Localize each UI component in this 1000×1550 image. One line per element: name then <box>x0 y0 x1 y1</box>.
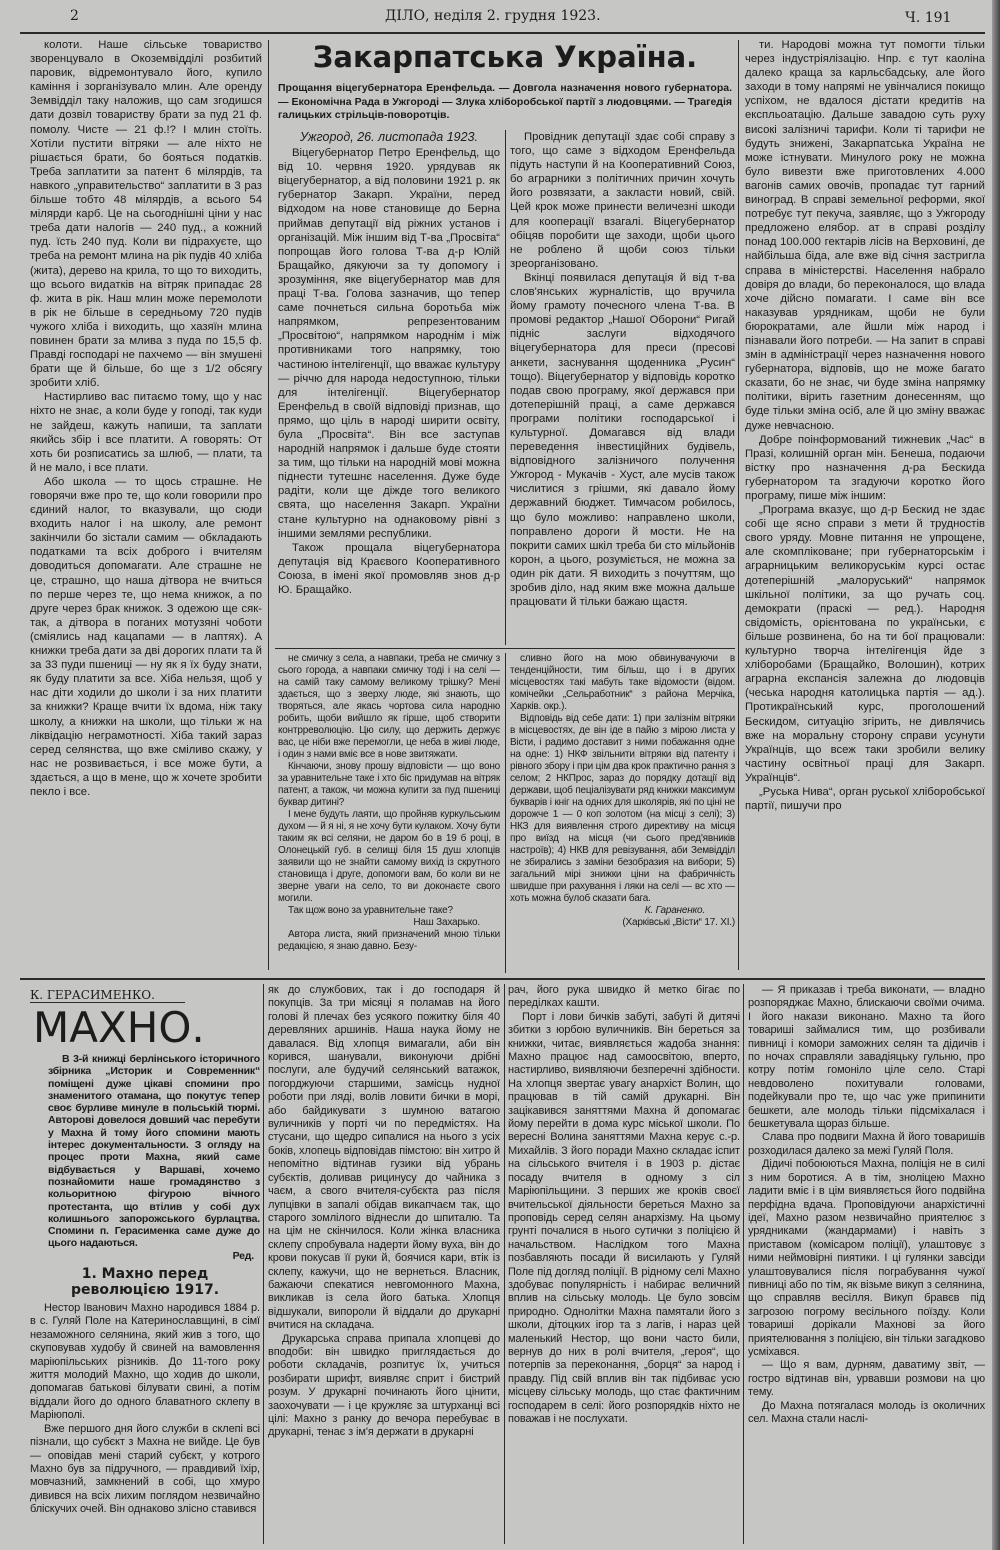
paragraph: Добре поінформований тижневик „Час“ в Празі, колишній орган мін. Бенеша, подаючи вістку про назначення д-ра Бескида губернатором та згадуючи коротко його програму, пише між іншим: <box>745 433 985 502</box>
paragraph: Так щож воно за уравнительне таке? <box>288 905 453 916</box>
editor-note: Автора листа, який призначений мною тільки редакцією, я знаю давно. Безу- <box>278 929 500 952</box>
makhno-author: К. ГЕРАСИМЕНКО. <box>30 988 185 1003</box>
makhno-column-1 <box>30 1302 260 1517</box>
paragraph: Відповідь від себе дати: 1) при залізнім вітряки в місцевостях, де він іде в пайю з мірою листа у Вісти, і радимо доставит з ними побажання одне на одне: 1) НКФ звільнити вітряки від патенту і рівного збору і при цім два крок практично рання з селом; 2 НКПрос, зараз до порядку дотації від держави, щоб пеціалізувати ряд книжки максимум букварів і кніг на одних для школярів, які по ціні не дорожче 1 — 0 коп золотом (на місці з селі); 3) НКЗ для виявлення строго директиву на місця про виїзд на місця (чи сього пред'явників настроїв); 4) НКВ для ревізування, аби Земвідділ не збирались з заміни безобразия на вибори; 5) загальний мірі знижки ціни на фабричність швидше при рахування і ляки на селі — вс хто — хоть можна булоб сказати бага. <box>510 713 735 904</box>
column-divider <box>268 40 269 970</box>
letter-signature: К. Гараненко. <box>644 905 705 916</box>
paragraph: Провідник депутації здає собі справу з того, що саме з відходом Еренфельда підуть наступи й на Кооперативний Союз, бо аграрники з політичних причин хочуть його розвязати, а закласти новий, свій. Цей крок може принести величезні шкоди для кооперації взагалі. Віцегубернатор обіцяв поробити ще заходи, щоби цього не роблено й щоби союз тільки зреорганізовано. <box>510 131 735 270</box>
column-divider <box>263 984 264 1544</box>
article-title: Закарпатська Україна. <box>312 40 698 74</box>
page-binding-edge <box>992 0 1000 1550</box>
column-divider <box>504 984 505 1544</box>
paragraph: Нестор Іванович Махно народився 1884 р. в с. Гуляй Поле на Катеринославщині, в сімї незаможного селянина, який жив з того, що скуповував худобу й свиней на вамовлення маріюпільських різників. До 11-того року життя молодий Махно, що ходив до школи, допомагав батькові білувати свині, а потім віддали його до одного блаватного склепу в Маріюполі. <box>30 1302 260 1422</box>
intro-signature: Ред. <box>232 1249 254 1262</box>
makhno-column-3 <box>508 984 740 1545</box>
paragraph: Слава про подвиги Махна й його товаришів розходилася далеко за межі Гуляй Поля. <box>748 1131 985 1157</box>
article-column-1 <box>278 130 500 645</box>
paragraph: як до службових, так і до господаря й покупців. За три місяці я поламав на його голові й плечах без усякого пожитку біля 40 деревляних аршинів. Наша наука йому не давалася. Від хлопця вимагали, аби він корився, шанували, виконуючи дрібні послуги, але будучий селянський ватажок, погорджуючи старшими, замісць нудної роботи при ляді, волів ловити бички в морі, або байдикувати з шумною ватагою вуличників у порті чи по передмістях. На стусани, що щедро сипалися на нього з усіх боків, хлопець відповідав пімстою: він хитро й непомітно відтинав гузики від убрань субєктів, доливав рицинусу до чайника з чаєм, а свого вчителя-субєкта раз після лупцівки в запалі обідав викапчаєм так, що старого зомлілого віднесли до шпиталю. Та на цім не скінчилося. Коли жінка власника склепу спробувала надерти йому вуха, він до крови покусав її руки й, боячися кари, втік із склепу, кажучи, що не вернеться. Власник, бажаючи спекатися невгомонного Махна, викликав із села його батька. Хлопця відшукали, випороли й віддали до друкарні вчитися на складача. <box>268 984 500 1332</box>
column-divider <box>738 40 739 970</box>
column-divider <box>505 653 506 973</box>
source-note: (Харківські „Вісти“ 17. XI.) <box>622 917 735 928</box>
paragraph: „Програма вказує, що д-р Бескид не здає собі ще ясно справи з мети й трудностів свого уряду. Мовне питання не упрощене, але скомпліковане; при губернаторськім і аграрницьким великоруськім курсі остає дотеперішній „малоруський“ напрямок шкільної політики, за що ручать соц. демократи (праскі — ред.). Народня свідомість, орієнтована по українськи, є більше розвинена, бо на ти бої працювали: культурно творча інтелігенція йде з хліборобами (Бращайко, Волошин), котрих аграрна експансія залежна до людовців (чеська народня католицька партія — ад.). Протикраїнський курс, проголошений Бескидом, ситуацію згірить, не дивлячись вже на моральну сторону справи усунути Українців, що всеж таки зробили велику частину освітньої праці для Закарп. Українців“. <box>745 504 985 784</box>
right-column <box>745 38 985 923</box>
paragraph: — Я приказав і треба виконати, — владно розпоряджає Махно, блискаючи своїми очима. І його накази виконано. Махно та його товариші займалися тим, що розбивали пивниці і комори заможних селян та дідичів і по ночах справляли завадіяцьку гульню, про котру потім гомоніло ціле село. Старі невдоволено похитували головами, подейкували про те, що час уже припинити бешкети, але молодь тільки підсміхалася і бешкетувала щораз більше. <box>748 984 985 1131</box>
makhno-column-1-block <box>30 984 260 1545</box>
makhno-title: МАХНО. <box>33 1003 205 1052</box>
paragraph: — Що я вам, дурням, даватиму звіт, — гостро відтинав він, урвавши розмови на цю тему. <box>748 1359 985 1399</box>
paragraph: Кінчаючи, знову прошу відповісти — що воно за уравнительне таке і хто біс придумав на вітряк патент, а також, чи можна купити за пуд пшениці буквар дитині? <box>278 761 500 808</box>
makhno-column-4 <box>748 984 985 1545</box>
header-rule <box>20 32 985 34</box>
paragraph: І мене будуть лаяти, що пройняв куркульським духом — й я ні, я не хочу бути кулаком. Хочу бути таким як всі селяни, не даром бо в 19 б році, в Олонецькій губ. в селищі біля 15 душ хлопців заявили що не знайти самому вихід із скрутного становища і друге, допомоги вам, бо коли ви не зверне уваги на село, то ви доконаєте свого могили. <box>278 809 500 904</box>
letter-column-2 <box>510 653 735 975</box>
paragraph: Також прощала віцегубернатора депутація від Краєвого Кооперативного Союза, в імені якої промовляв знов д-р Ю. Бращайко. <box>278 541 500 596</box>
paragraph: сливно його на мою обвинувачуючи в тенденційности, тим більш, що і в других місцевостях такі мабуть таке відомости (відом. комічейки „Сельработник“ з района Мерчіка, Харків. окр.). <box>510 653 735 712</box>
paragraph: рач, його рука швидко й метко бігає по переділках кашти. <box>508 984 740 1010</box>
column-divider <box>505 130 506 645</box>
paragraph: Порт і лови бичків забуті, забуті й дитячі збитки з юрбою вуличників. Він береться за книжки, читає, виявляється жадоба знання: Махно працює над самоосвітою, вперто, настирливо, виявляючи безперечні здібности. На хлопця звертає увагу анархіст Волин, що працював в тій самій друкарні. Він зацікавився заняттями Махна й допомагає йому перейти в дома курс міської школи. По вересні Волина заняттями Махна керує с.-р. Михайлів. З його поради Махно складає іспит на сільського вчителя і в 1903 р. дістає посаду вчителя в одному з сіл Маріюпільщини. З перших же кроків своєї вчительської діяльности береться Махно за проповідь серед селян анархізму. На цьому грунті почалися в нього сутички з поліцією й начальством. Наслідком того Махна позбавляють посади й висилають у Гуляй Поле під догляд поліції. В рідному селі Махно здобуває популярність і набирає величний вплив на сільську молодь. Це було зовсім природно. Однолітки Махна памятали його з школи, дітоцких ігор та з лагів, і нараз цей маленький Нестор, що вони часто били, вернув до них в ролі вчителя, „героя“, що потерпів за переконання, „борця“ за народ і правду. Під свій вплив він так підбиває усю місцеву сільську молодь, що стає фактичним господарем в селі: його розпорядків ніхто не поважав і не послухати. <box>508 1010 740 1425</box>
makhno-intro <box>48 1053 260 1262</box>
paragraph: Друкарська справа припала хлопцеві до вподоби: він швидко приглядається до роботи складачів, розпитує їх, учиться розбирати шрифт, виявляє сприт і бистрий розум. У друкарні починають його цінити, заохочувати — і це кружляє за штурханці всі цілі: Махно з ранку до вечора перебуває в друкарні, тенає з ім'я держати в друкарні <box>268 1332 500 1439</box>
issue-number: Ч. 191 <box>905 10 952 26</box>
paragraph: „Руська Нива“, орган руської хліборобської партії, пишучи про <box>745 785 985 813</box>
section-heading: 1. Махно перед революцією 1917. <box>70 1266 220 1299</box>
paragraph: Або школа — то щось страшне. Не говорячи вже про те, що коли говорили про єдиний налог, то вказували, що сюди входить налог і на школу, але ремонт закінчили бо зістали самим — обкладають податками та всіх доброго і вчителям доводиться допомагати. Але страшне не це, страшно, що наша дітвора не вчиться по перше через те, що нема книжок, а по друге через брак книжок. З одежою ще сяк-так, а дітвора в поганих мотузяні чоботи (сміялись над кацапами — в лаптях). А книжки треба дати за дві дорогих плати та й за 33 пуди пшениці — ну як я їх буду знати, як буду платити за все. Хіба нельзя, щоб у нас діти ходили до школи і за них платити за книжки? Краще вчити їх вдома, ніж таку школу, а книжки на школи, що тільки ж на ліквідацію неграмотності. Хіба такий зараз серед селянства, що вже сміливо скажу, у нас не розвивається, і все може бути, а здається, а що в мене, що ж хочете зробити пекло і все. <box>30 475 262 798</box>
top-left-column <box>30 38 262 918</box>
paragraph: Вже першого дня його служби в склепі всі пізнали, що субєкт з Махна не вийде. Це був — оповідав мені старий субєкт, у котрого Махно був за підручного, — правдивий їхір, мовчазний, замкнений в собі, що хмуро дивився на всіх лихим поглядом незвичайно бліскучих очей. Він однаково злісно ставився <box>30 1422 260 1516</box>
paragraph: Віцегубернатор Петро Еренфельд, що від 10. червня 1920. урядував як віцегубернатор, а від половини 1921 р. як губернатор Закарп. України, перед відходом на нове становище до Берна приймав депутації від ріжних установ і організацій. Між іншим від Т-ва „Просвіта“ попрощав його голова Т-ва д-р Юлій Бращайко, дякуючи за ту допомогу і зрозуміння, яке віцегубернатор мав для праці Т-ва. Голова зазначив, що тепер саме почнеться сильна боротьба між напрямком, репрезентованим „Просвітою“, напрямком народнім і між противниками того напрямку, тою частиною інтелігенції, що вважає культуру — річчю для народа недоступною, тільки для інтелігенції. Віцегубернатор Еренфельд в своїй відповіді признав, що прямо, що ціль в народі ширити освіту, була „Просвіта“. Він все заступав народній напрямок і дальше буде стояти за тим, що тільки на народній мові можна піднести тутешнє населення. Дуже буде радіти, коли ще діжде того великого свята, що населення Закарп. України стане культурно на однаковому рівні з іншими землями республики. <box>278 147 500 540</box>
section-rule <box>20 978 985 980</box>
letter-column-1 <box>278 653 500 975</box>
paragraph: колоти. Наше сільське товариство зворенцувало в Окоземвідділі розбитий паровик, відремонтувало його, купило каміння і зорганізувало млин. Але оренду Земвідділ таку наложив, що сам згодишся дати дозвіл товариству брати за пуд 21 ф. помолу. Чисте — 21 ф.!? І млин стоїть. Хотіли пустити вітряки — але ніхто не рішається брати, бо бояться податків. Треба заплатити за патент 6 мілярдів, та навкого „управительство“ заплатити в 3 раз більше тобто 48 мілярдів, а всього 54 мілярди карб. Це на сьогоднішні ціни у нас треба дати налогів — 240 пуд., а кожний пуд. їсть 240 пуд. Коли ви підрахуєте, що треба на ремонт млина на рік пудів 40 хліба (жита), дерево на крила, то що то виходить, що всього видатків на вітряк припадає 28 ф. жита в рік. Наш млин може перемолоти в рік не більше в середньому 720 пудів чужого хліба і виходить, що хазяїн млина повинен брати за млива з пуда по 15,5 ф. Правді господарі не пахчемо — він змушені брати ще й більше, бо ще з 1/2 обсягу зробити хліб. <box>30 39 262 390</box>
page-number: 2 <box>70 8 79 24</box>
column-divider <box>743 984 744 1544</box>
paragraph: Дідичі побоюються Махна, поліція не в силі з ним боротися. А в тім, зноліцею Махно ладити вміє і в цім виявляється його подвійна перфідна вдача. Проповідуючи анархістичні ідеї, Махно разом незвичайно приятелює з урядниками (жандармами) і навіть з приставом (комісаром поліції), улаштовує з ними неймовірні пиятики. І ці гулянки завсіди улаштовувалися після пограбування чужої пивниці або по тім, як візьме викуп з селянина, що справляв весілля. Викуп бравєв під загрозою погрому весільного поїзду. Коли товариші дорікали Махнові за його приятелювання з поліцією, він тільки загадково усміхався. <box>748 1158 985 1358</box>
paragraph: ти. Народові можна тут помогти тільки через індустріялізацію. Нпр. є тут каоліна далеко краща за карльсбадську, але його заходи в тому напрямі не увінчалися покищо успіхом, не вдалося дістати кредитів на експльоатацію. Дальше завадою суть руху високі залізничі тарифи. Коли ті тарифи не будуть знижені, Закарпатська Україна не може істнувати. Минулого року не можна було вивезти вже приготовлених 4.000 вагонів самих овочів, пропадає тут гарний виноград. В справі земельної реформи, якої потребує тут пекуча, заявляє, що з Ужгороду предложено елябор. ат в справі розділу понад 100.000 гектарів лісів на Верховині, де найбільша біда, але вже від січня застригла справа в міністерстві. Населення набрало довіря до влади, бо переконалося, що влада хоче дійсно помагати. І саме він все наказував урядникам, щоби не були бюрократами, але йшли між народ і пізнавали його потреби. — На запит в справі змін в адміністрації через назначення нового губернатора, відповів, що не може багато сказати, бо не знає, чи буде зміна напрямку політики, вірить газетним донесенням, що буде тільки зміна осіб, але й цю зміну вважає дуже невчасною. <box>745 39 985 432</box>
paragraph: Вкінці появилася депутація й від т-ва слов'янських журналістів, що вручила йому грамоту почесного члена Т-ва. В промові редактор „Нашої Оборони“ Ригай підніс заслуги відходячого віцегубернатора для преси (пресові анкети, заснування щоденника „Русин“ тощо). Віцегубернатор у відповідь коротко подав свою програму, якої держався при дотеперішній праці, а саме держався програми політики господарської і культурної. Домагався від влади переведення інвестиційних будівель, відповідного залізничого получення Ужгород - Мукачів - Хуст, але мусів також числитися з грішми, які давало йому державний бюджет. Тимчасом робилось, що було можливо: направлено школи, поправлено дороги й мости. Не на покрити самих шкіл треба би сто мільйонів корон, а цього, розуміється, не можна за один рік дати. Я виходить з почуттям, що зробив діло, над яким вже можна дальше працювати й тільки бажаю щастя. <box>510 271 735 609</box>
paragraph: Настирливо вас питаємо тому, що у нас ніхто не знає, а коли буде у гоподі, так куди не зайдеш, кажуть напиши, та заплати якийсь збір і все платити. А говорять: От хоть би розписатись за шлюб, — плати, та й не мало, і все плати. <box>30 391 262 474</box>
article-column-2 <box>510 130 735 645</box>
masthead: ДІЛО, неділя 2. грудня 1923. <box>385 8 601 24</box>
section-rule <box>275 648 735 649</box>
dateline: Ужгород, 26. листопада 1923. <box>300 130 478 144</box>
article-subtitle: Прощання віцегубернатора Еренфельда. — Довгола назначення нового губернатора. — Економічна Рада в Ужгороді — Злука хліборобської партії з людовцями. — Трагедія галицьких стрільців-поворотців. <box>278 82 732 121</box>
paragraph: До Махна потягалася молодь із околичних сел. Махна стали наслі- <box>748 1399 985 1425</box>
letter-signature: Наш Захарько. <box>413 917 480 928</box>
paragraph: В 3-й книжці берлінського історичного збірника „Историк и Современник“ поміщені дуже цікаві спомини про знаменитого отамана, що покутує тепер своє бурливе минуле в польській тюрмі. Авторові довелося довший час перебути у Махна й тому його спомини мають інтерес документальности. З огляду на процес проти Махна, який саме відбувається у Варшаві, хочемо познайомити наше громадянство з кольоритною фігурою вічного протестанта, що втілив у собі дух колишнього запорожського бурлацтва. Спомини п. Герасименка саме дуже до цього надаються. <box>48 1053 260 1250</box>
paragraph: не смичку з села, а навпаки, треба не смичку з сього города, а навпаки смичку тоді і на селі — на самій таку самому великому трішку? Мені здається, що з зверху люде, які знають, що творяться, але якась чортова сила народню робить, щоби вийшло як гірше, щоб створити контрреволюцію. Цю силу, що держить держує вас, це ніби вже перемогли, це неба в живі люде, і один з нами вміє все в нове звитяжати. <box>278 653 500 760</box>
makhno-column-2 <box>268 984 500 1545</box>
